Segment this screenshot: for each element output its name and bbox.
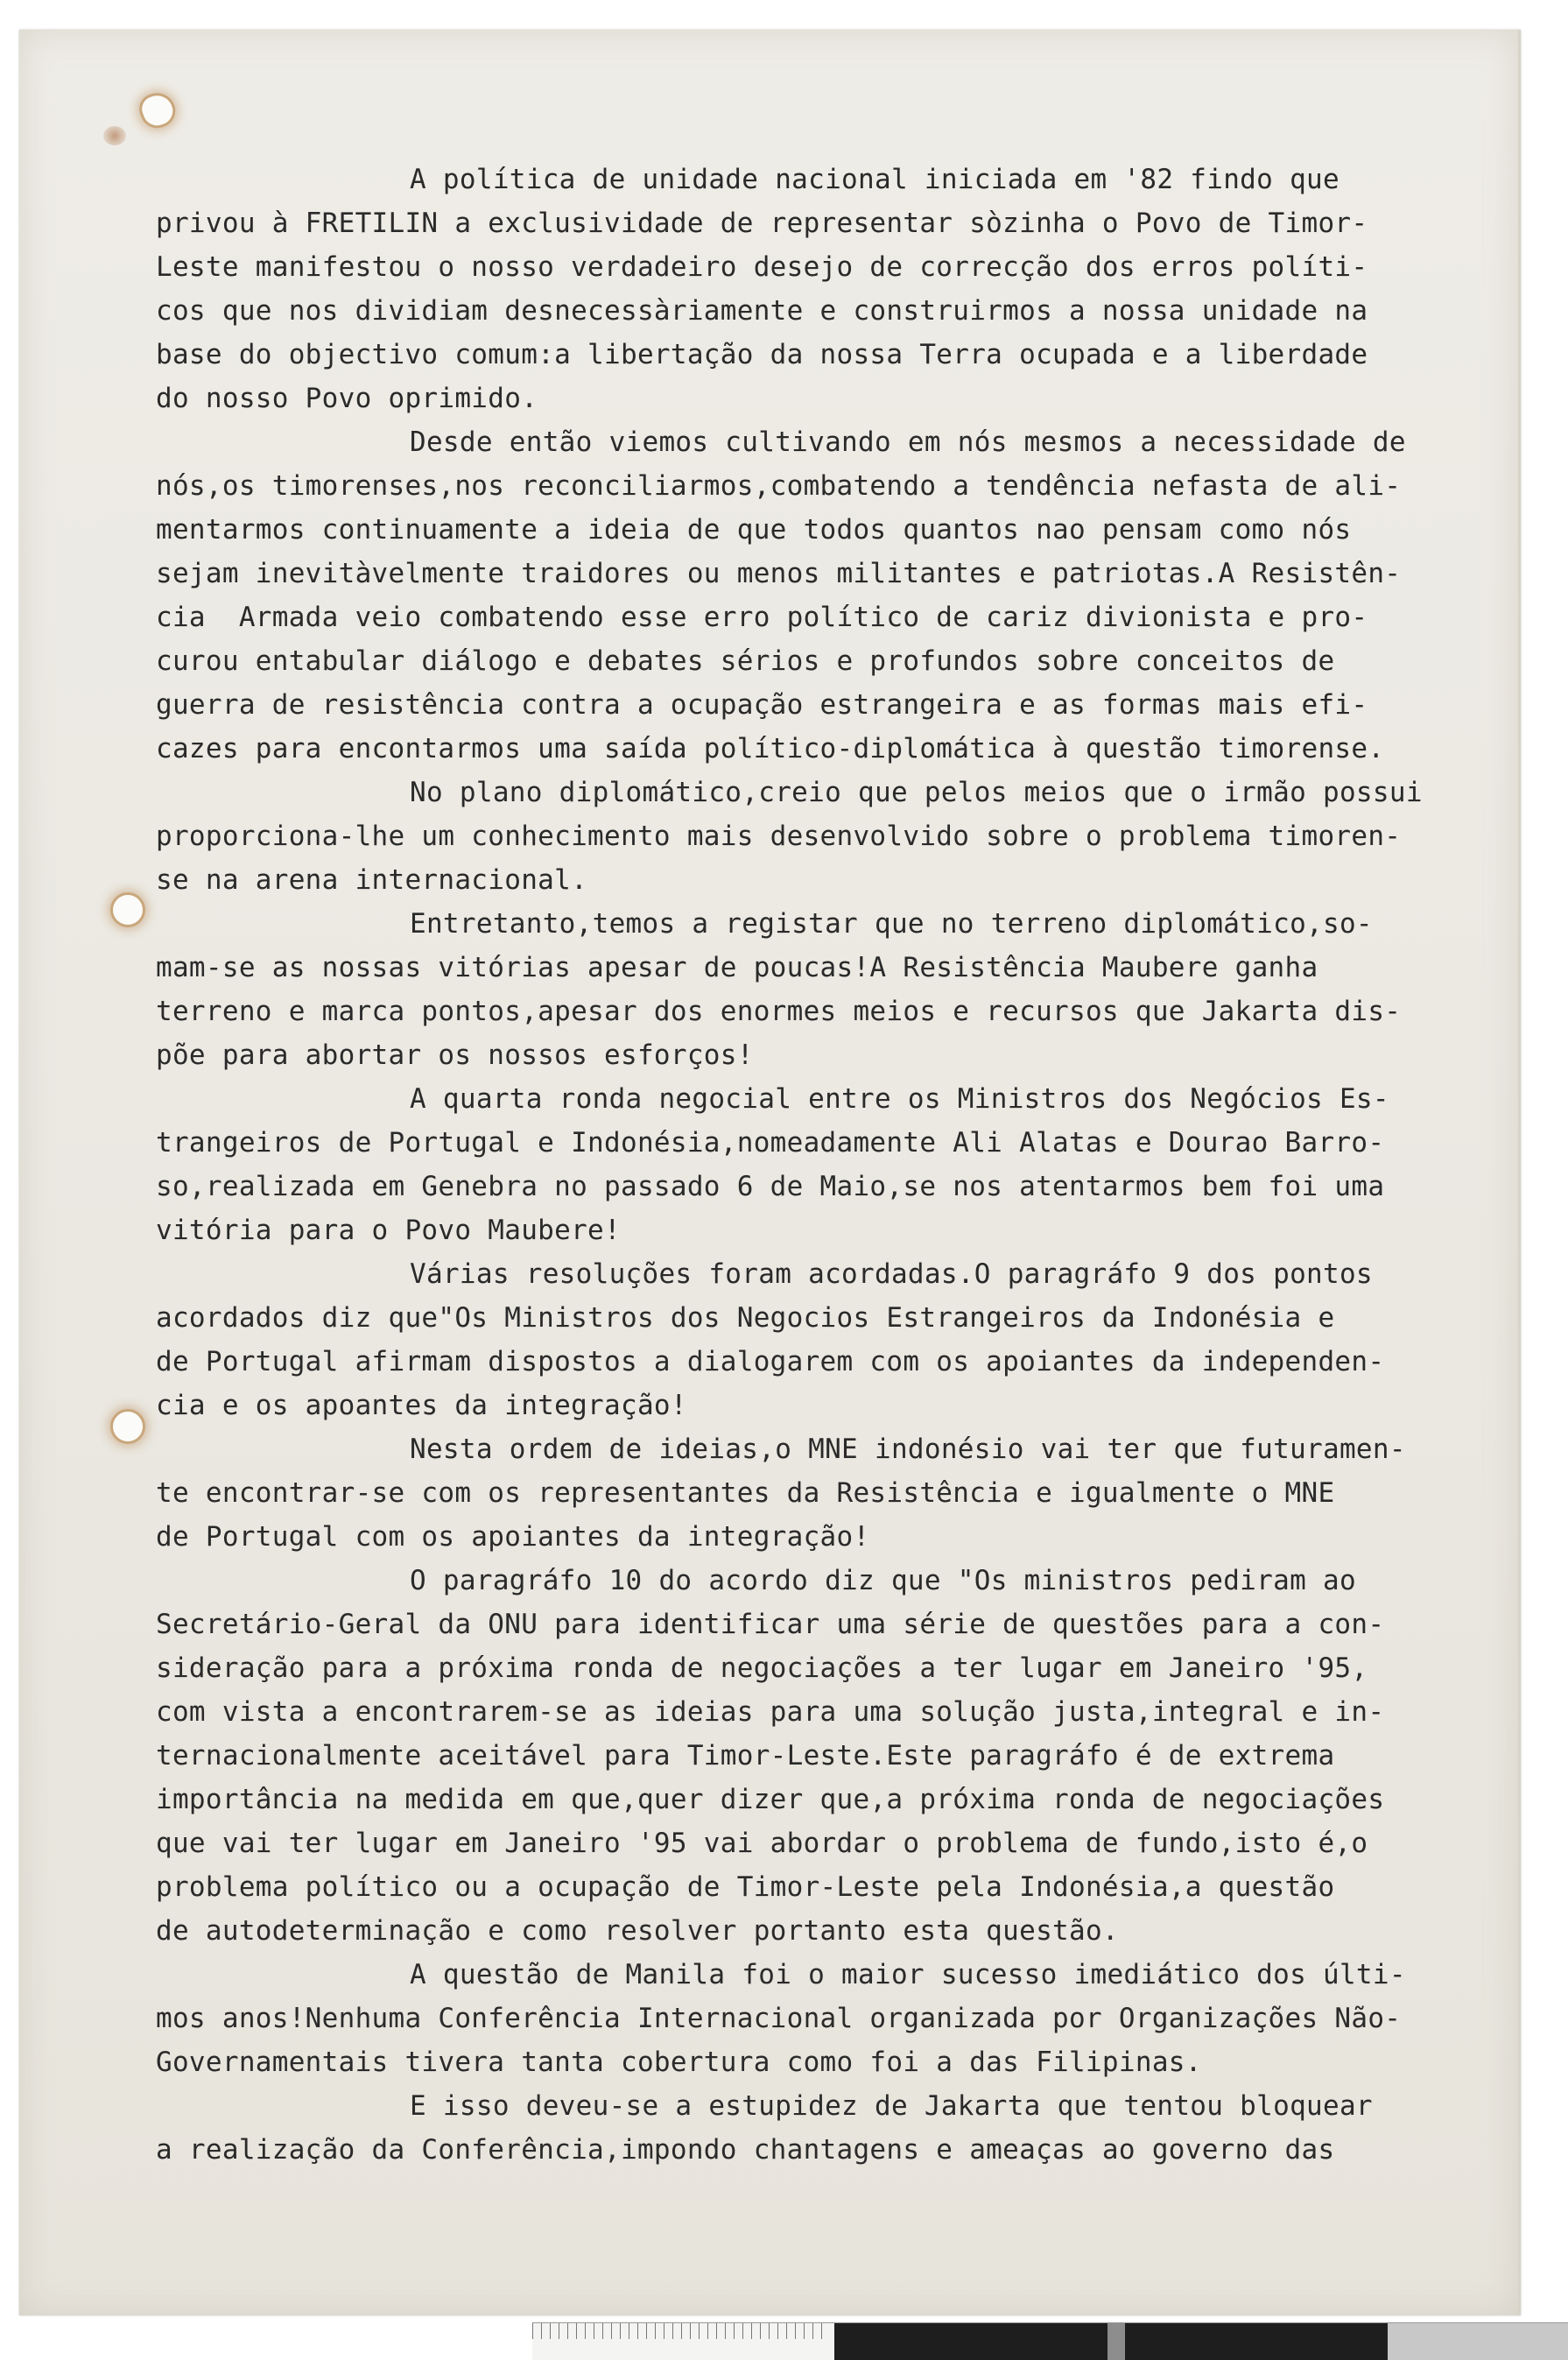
text-line: Governamentais tivera tanta cobertura como foi a das Filipinas. — [156, 2047, 1202, 2078]
text-line: de Portugal afirmam dispostos a dialogarem com os apoiantes da independen- — [156, 1346, 1385, 1377]
ruler-black-block — [834, 2323, 1107, 2360]
text-line: sejam inevitàvelmente traidores ou menos militantes e patriotas.A Resistên- — [156, 558, 1402, 589]
text-line: terreno e marca pontos,apesar dos enormes meios e recursos que Jakarta dis- — [156, 996, 1402, 1027]
text-line: cia e os apoantes da integração! — [156, 1390, 687, 1421]
text-line: A política de unidade nacional iniciada em '82 findo que — [410, 164, 1339, 195]
text-line: base do objectivo comum:a libertação da nossa Terra ocupada e a liberdade — [156, 339, 1368, 370]
ruler-ticks — [532, 2323, 830, 2339]
text-line: Secretário-Geral da ONU para identificar uma série de questões para a con- — [156, 1609, 1385, 1640]
ruler-light-block — [1388, 2323, 1568, 2360]
punch-hole-lower — [110, 1409, 145, 1444]
text-line: privou à FRETILIN a exclusividade de representar sòzinha o Povo de Timor- — [156, 208, 1368, 239]
ruler-grey-block — [1107, 2323, 1125, 2360]
text-line: importância na medida em que,quer dizer que,a próxima ronda de negociações — [156, 1784, 1385, 1815]
punch-hole-top — [135, 88, 179, 132]
text-line: O paragráfo 10 do acordo diz que "Os ministros pediram ao — [410, 1565, 1356, 1596]
text-line: de autodeterminação e como resolver portanto esta questão. — [156, 1915, 1119, 1947]
text-line: Entretanto,temos a registar que no terreno diplomático,so- — [410, 908, 1373, 940]
text-line: proporciona-lhe um conhecimento mais desenvolvido sobre o problema timoren- — [156, 821, 1402, 852]
text-line: cazes para encontarmos uma saída político-diplomática à questão timorense. — [156, 733, 1385, 764]
text-line: do nosso Povo oprimido. — [156, 383, 538, 414]
text-line: Desde então viemos cultivando em nós mesmos a necessidade de — [410, 426, 1406, 458]
text-line: cos que nos dividiam desnecessàriamente e construirmos a nossa unidade na — [156, 295, 1368, 327]
color-scale-ruler — [532, 2322, 1568, 2360]
text-line: te encontrar-se com os representantes da Resistência e igualmente o MNE — [156, 1477, 1335, 1509]
text-line: A questão de Manila foi o maior sucesso imediático dos últi- — [410, 1959, 1406, 1990]
text-line: põe para abortar os nossos esforços! — [156, 1039, 754, 1071]
text-line: com vista a encontrarem-se as ideias para uma solução justa,integral e in- — [156, 1696, 1385, 1728]
ruler-black-block-2 — [1125, 2323, 1388, 2360]
text-line: curou entabular diálogo e debates sérios e profundos sobre conceitos de — [156, 645, 1335, 677]
text-line: problema político ou a ocupação de Timor-Leste pela Indonésia,a questão — [156, 1871, 1335, 1903]
punch-hole-middle — [110, 892, 145, 927]
typewritten-text — [156, 158, 1495, 2172]
text-line: mos anos!Nenhuma Conferência Internacional organizada por Organizações Não- — [156, 2003, 1402, 2034]
text-line: que vai ter lugar em Janeiro '95 vai abordar o problema de fundo,isto é,o — [156, 1828, 1368, 1859]
text-line: cia Armada veio combatendo esse erro político de cariz divionista e pro- — [156, 602, 1368, 633]
text-line: de Portugal com os apoiantes da integração! — [156, 1521, 870, 1553]
text-line: sideração para a próxima ronda de negociações a ter lugar em Janeiro '95, — [156, 1652, 1368, 1684]
text-line: mam-se as nossas vitórias apesar de poucas!A Resistência Maubere ganha — [156, 952, 1318, 983]
text-line: Nesta ordem de ideias,o MNE indonésio vai ter que futuramen- — [410, 1434, 1406, 1465]
text-line: Várias resoluções foram acordadas.O paragráfo 9 dos pontos — [410, 1258, 1373, 1290]
text-line: guerra de resistência contra a ocupação estrangeira e as formas mais efi- — [156, 689, 1368, 721]
text-line: vitória para o Povo Maubere! — [156, 1215, 621, 1246]
text-line: nós,os timorenses,nos reconciliarmos,combatendo a tendência nefasta de ali- — [156, 470, 1402, 502]
text-line: No plano diplomático,creio que pelos meios que o irmão possui — [410, 777, 1423, 808]
text-line: se na arena internacional. — [156, 864, 588, 896]
text-line: A quarta ronda negocial entre os Ministros dos Negócios Es- — [410, 1083, 1389, 1115]
text-line: E isso deveu-se a estupidez de Jakarta que tentou bloquear — [410, 2090, 1373, 2122]
text-line: so,realizada em Genebra no passado 6 de Maio,se nos atentarmos bem foi uma — [156, 1171, 1385, 1202]
text-line: a realização da Conferência,impondo chantagens e ameaças ao governo das — [156, 2134, 1335, 2166]
text-line: acordados diz que"Os Ministros dos Negocios Estrangeiros da Indonésia e — [156, 1302, 1335, 1334]
text-line: mentarmos continuamente a ideia de que todos quantos nao pensam como nós — [156, 514, 1352, 546]
text-line: Leste manifestou o nosso verdadeiro desejo de correcção dos erros políti- — [156, 251, 1368, 283]
text-line: trangeiros de Portugal e Indonésia,nomeadamente Ali Alatas e Dourao Barro- — [156, 1127, 1385, 1159]
text-line: ternacionalmente aceitável para Timor-Leste.Este paragráfo é de extrema — [156, 1740, 1335, 1772]
rust-stain — [103, 126, 126, 145]
